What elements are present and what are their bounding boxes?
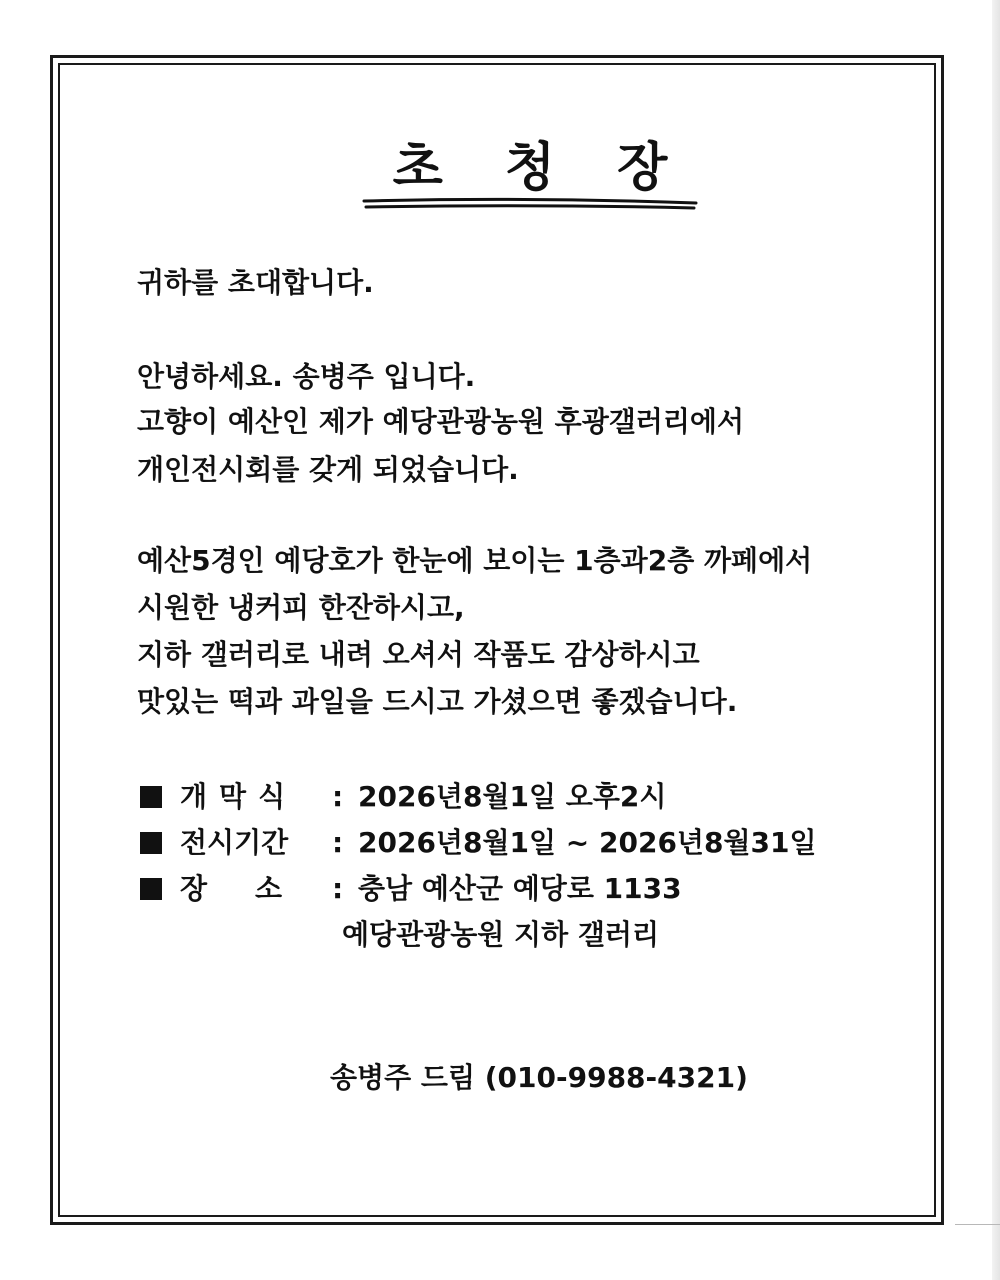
detail-period [140, 822, 817, 864]
intro-line: 안녕하세요. 송병주 입니다. [137, 360, 476, 393]
square-bullet-icon [140, 832, 162, 854]
paper-edge [992, 0, 1000, 1280]
detail-colon: : [332, 826, 344, 859]
greeting-text: 귀하를 초대합니다. [137, 266, 374, 299]
signature: 송병주 드림 (010-9988-4321) [330, 1061, 748, 1094]
detail-colon: : [332, 780, 344, 813]
detail-place [140, 868, 682, 910]
cafe-line: 시원한 냉커피 한잔하시고, [137, 591, 465, 624]
detail-colon: : [332, 872, 344, 905]
detail-value: 2026년8월1일 오후2시 [358, 780, 667, 813]
detail-place-line2: 예당관광농원 지하 갤러리 [342, 918, 660, 951]
detail-value: 2026년8월1일 ~ 2026년8월31일 [358, 826, 817, 859]
detail-value: 충남 예산군 예당로 1133 [358, 872, 682, 905]
square-bullet-icon [140, 878, 162, 900]
detail-label: 전시기간 [180, 826, 289, 859]
intro-line: 고향이 예산인 제가 예당관광농원 후광갤러리에서 [137, 405, 745, 438]
cafe-line: 맛있는 떡과 과일을 드시고 가셨으면 좋겠습니다. [137, 685, 738, 718]
paper-crease [955, 1224, 1000, 1225]
detail-opening [140, 776, 666, 818]
page-title: 초청장 [392, 138, 730, 198]
cafe-line: 지하 갤러리로 내려 오셔서 작품도 감상하시고 [137, 638, 700, 671]
intro-line: 개인전시회를 갖게 되었습니다. [137, 453, 519, 486]
cafe-line: 예산5경인 예당호가 한눈에 보이는 1층과2층 까페에서 [137, 544, 813, 577]
square-bullet-icon [140, 786, 162, 808]
title-underline [362, 194, 698, 214]
detail-label: 장소 [180, 872, 331, 905]
detail-label: 개막식 [180, 780, 298, 813]
